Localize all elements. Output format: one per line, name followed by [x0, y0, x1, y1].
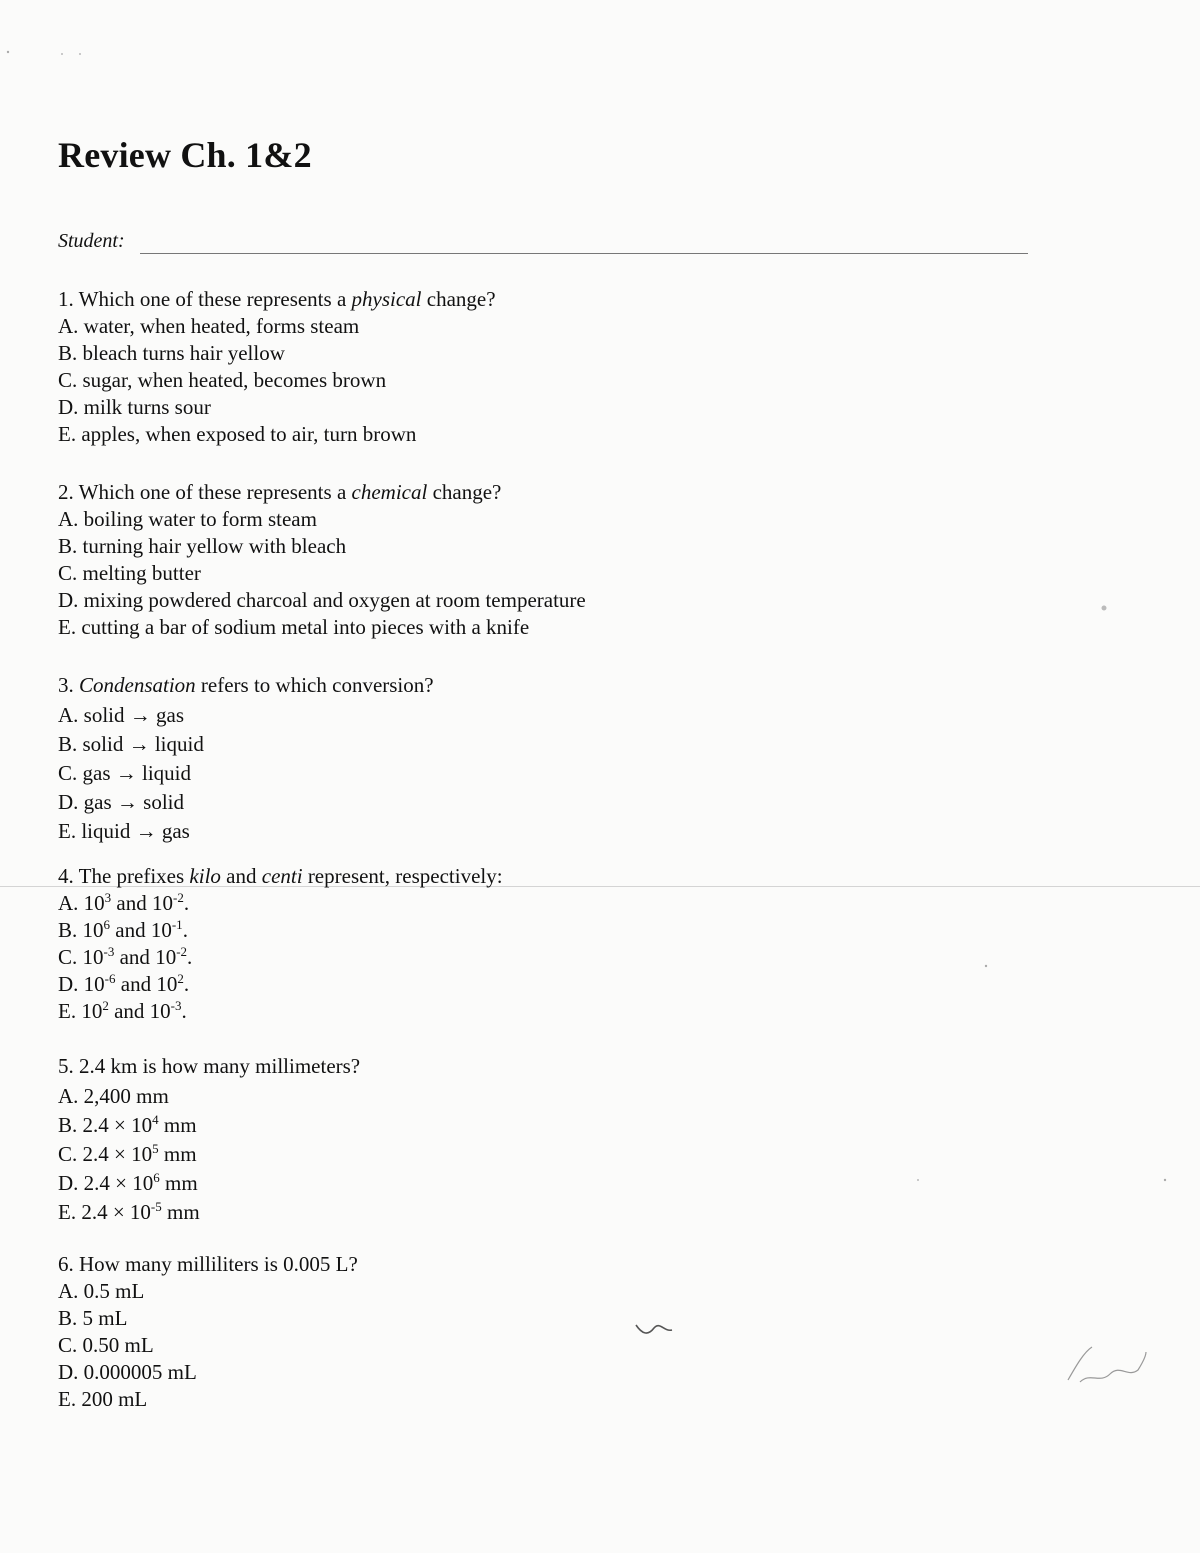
answer-option-d: D. mixing powdered charcoal and oxygen at room temperature — [58, 588, 586, 612]
page-title: Review Ch. 1&2 — [58, 135, 312, 175]
answer-option-c: C. $10^{-3}$ and $10^{-2}$. — [58, 944, 193, 969]
answer-option-e: E. 200 mL — [58, 1387, 148, 1411]
stem-text: The prefixes — [78, 864, 185, 888]
student-name-line — [140, 253, 1028, 254]
question-stem — [58, 863, 503, 890]
answer-option-c: C. $2.4 \times 10^5$ mm — [58, 1141, 197, 1166]
scan-speck — [79, 53, 81, 55]
question-4 — [58, 863, 503, 1025]
answer-option-b: B. solid → liquid — [58, 732, 204, 756]
question-number: 1. — [58, 287, 74, 311]
answer-option-c: C. sugar, when heated, becomes brown — [58, 368, 387, 392]
question-5 — [58, 1052, 360, 1227]
stem-text: change? — [426, 287, 496, 311]
answer-option-a: A. $10^3$ and $10^{-2}$. — [58, 890, 190, 915]
scan-speck — [985, 965, 987, 967]
question-stem — [58, 671, 434, 700]
question-number: 3. — [58, 673, 74, 697]
question-1 — [58, 286, 496, 448]
scan-speck — [917, 1179, 919, 1181]
answer-option-a: A. solid → gas — [58, 703, 184, 727]
stem-text: change? — [432, 480, 502, 504]
question-number: 5. — [58, 1054, 74, 1078]
answer-option-c: C. melting butter — [58, 561, 201, 585]
question-stem — [58, 286, 496, 313]
answer-option-d: D. $10^{-6}$ and $10^2$. — [58, 971, 190, 996]
stem-text: and — [226, 864, 257, 888]
answer-option-d: D. gas → solid — [58, 790, 184, 814]
answer-option-b: B. turning hair yellow with bleach — [58, 534, 347, 558]
scan-speck — [1164, 1179, 1166, 1181]
scan-speck — [7, 51, 9, 53]
answer-option-a: A. 0.5 mL — [58, 1279, 145, 1303]
stem-text: refers to which conversion? — [200, 673, 434, 697]
question-number: 6. — [58, 1252, 74, 1276]
answer-option-d: D. milk turns sour — [58, 395, 211, 419]
answer-option-b: B. bleach turns hair yellow — [58, 341, 285, 365]
stem-text: 2.4 km is how many millimeters? — [79, 1054, 361, 1078]
answer-option-d: D. 0.000005 mL — [58, 1360, 197, 1384]
scan-speck — [1102, 606, 1107, 611]
answer-option-e: E. apples, when exposed to air, turn brown — [58, 422, 417, 446]
stem-text: Which one of these represents a — [78, 480, 347, 504]
answer-option-d: D. $2.4 \times 10^6$ mm — [58, 1170, 198, 1195]
pencil-squiggle — [636, 1325, 672, 1333]
question-stem — [58, 1052, 360, 1081]
answer-option-b: B. 5 mL — [58, 1306, 128, 1330]
stem-emphasis: Condensation — [79, 673, 196, 697]
stem-text: Which one of these represents a — [78, 287, 347, 311]
stem-emphasis: physical — [351, 287, 422, 311]
stem-text: How many milliliters is 0.005 L? — [79, 1252, 358, 1276]
question-2 — [58, 479, 586, 641]
answer-option-b: B. $10^6$ and $10^{-1}$. — [58, 917, 188, 942]
answer-option-e: E. $2.4 \times 10^{-5}$ mm — [58, 1199, 200, 1224]
question-number: 2. — [58, 480, 74, 504]
student-label: Student: — [58, 230, 125, 252]
answer-option-c: C. 0.50 mL — [58, 1333, 154, 1357]
student-field — [58, 228, 1028, 258]
answer-option-e: E. $10^2$ and $10^{-3}$. — [58, 998, 187, 1023]
answer-option-c: C. gas → liquid — [58, 761, 192, 785]
pencil-scribble — [1068, 1347, 1146, 1382]
stem-text: represent, respectively: — [307, 864, 503, 888]
answer-option-a: A. 2,400 mm — [58, 1084, 169, 1108]
answer-option-e: E. liquid → gas — [58, 819, 190, 843]
stem-emphasis: kilo — [189, 864, 221, 888]
answer-option-a: A. water, when heated, forms steam — [58, 314, 360, 338]
answer-option-e: E. cutting a bar of sodium metal into pieces with a knife — [58, 615, 530, 639]
stem-emphasis: centi — [261, 864, 303, 888]
answer-option-b: B. $2.4 \times 10^4$ mm — [58, 1112, 197, 1137]
question-stem — [58, 1251, 358, 1278]
question-3 — [58, 671, 434, 846]
scan-speck — [61, 53, 63, 55]
question-stem — [58, 479, 586, 506]
answer-option-a: A. boiling water to form steam — [58, 507, 317, 531]
question-6 — [58, 1251, 358, 1413]
question-number: 4. — [58, 864, 74, 888]
stem-emphasis: chemical — [351, 480, 428, 504]
